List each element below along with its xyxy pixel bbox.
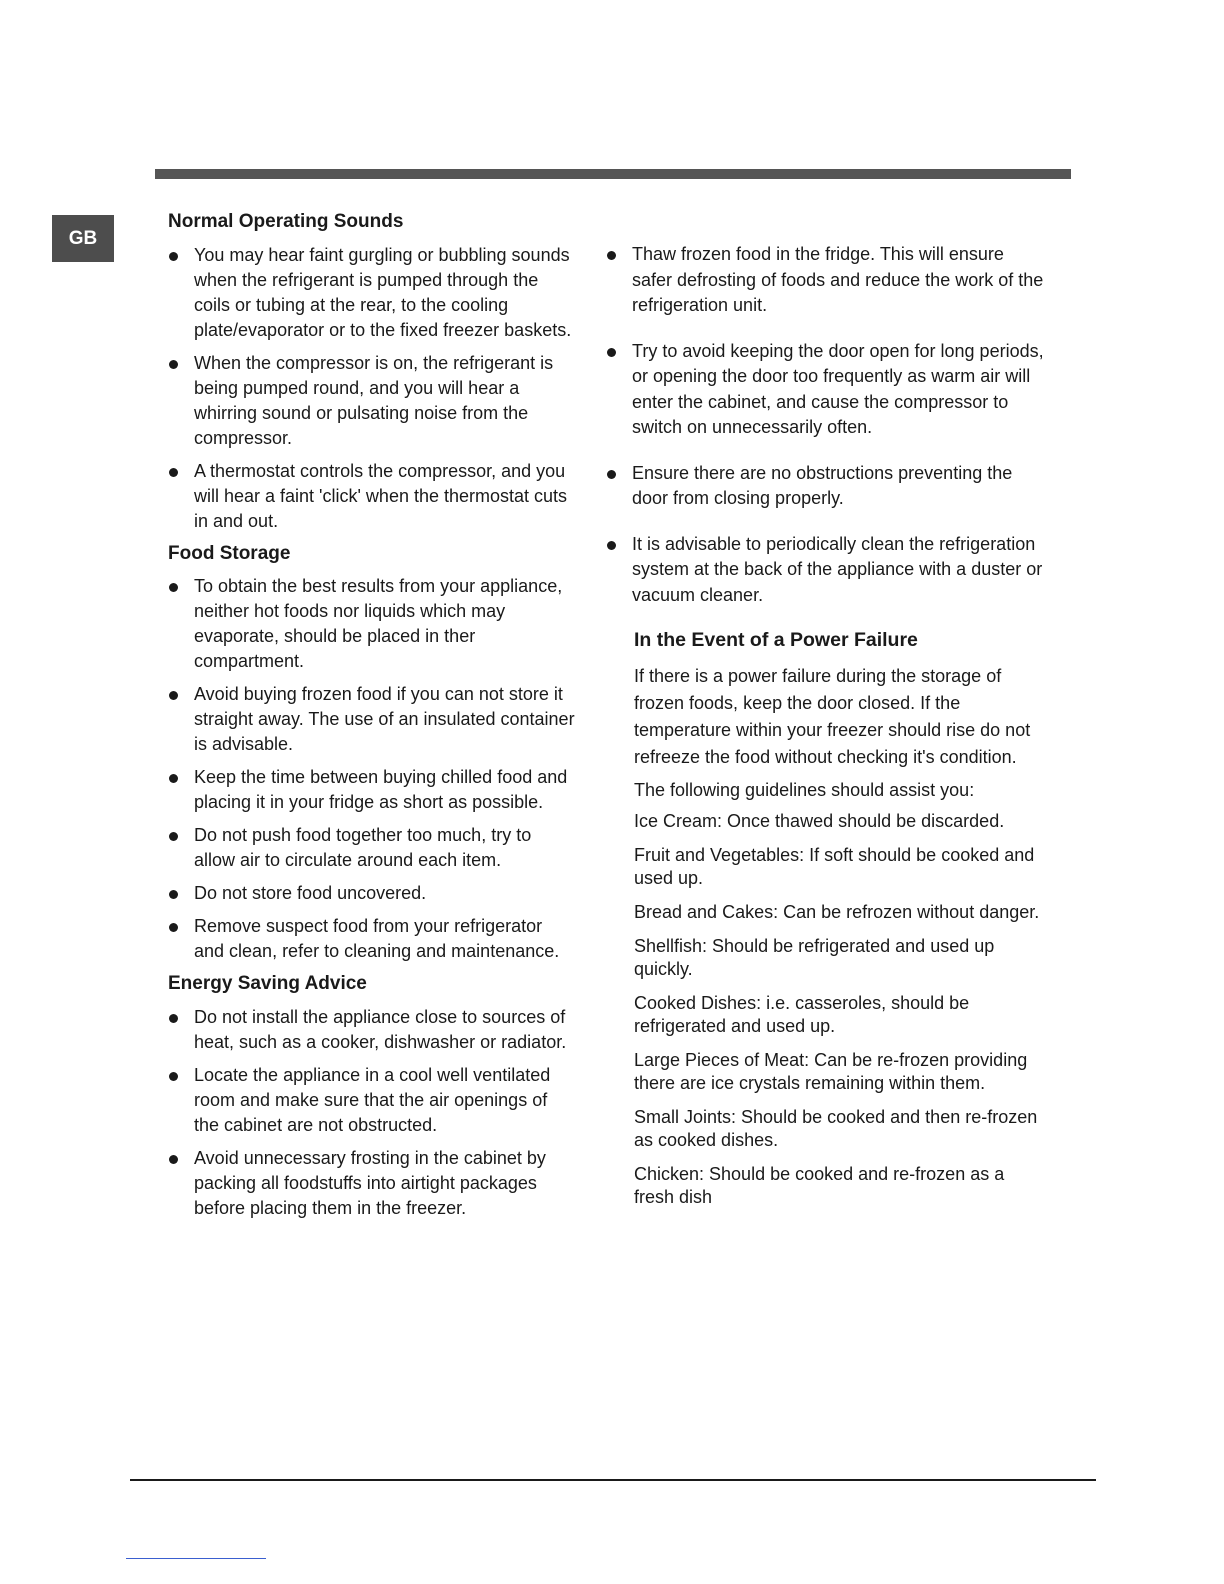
list-item: Avoid unnecessary frosting in the cabinet by packing all foodstuffs into airtight packages before placing them in the freezer. <box>166 1146 576 1221</box>
power-failure-lead: The following guidelines should assist you: <box>634 780 975 801</box>
section-title-normal-sounds: Normal Operating Sounds <box>168 211 404 232</box>
guideline-item: Fruit and Vegetables: If soft should be cooked and used up. <box>634 845 1035 889</box>
left-column <box>166 210 576 1229</box>
guideline-item: Large Pieces of Meat: Can be re-frozen providing there are ice crystals remaining within them. <box>634 1050 1028 1094</box>
guideline-item: Cooked Dishes: i.e. casseroles, should be refrigerated and used up. <box>634 993 970 1037</box>
right-column <box>604 242 1044 1220</box>
list-item: A thermostat controls the compressor, and you will hear a faint 'click' when the thermostat cuts in and out. <box>166 459 576 534</box>
language-tab: GB <box>52 215 114 262</box>
header-rule <box>155 169 1071 179</box>
normal-sounds-list <box>166 243 576 534</box>
list-item: Do not store food uncovered. <box>166 881 576 906</box>
right-bullet-list <box>604 242 1044 608</box>
list-item: It is advisable to periodically clean the refrigeration system at the back of the appliance with a duster or vacuum cleaner. <box>604 532 1044 609</box>
section-title-power-failure: In the Event of a Power Failure <box>634 629 918 651</box>
section-title-food-storage: Food Storage <box>168 542 291 564</box>
guidelines-list <box>604 810 1044 1209</box>
guideline-item: Shellfish: Should be refrigerated and used up quickly. <box>634 936 995 980</box>
footer-rule <box>130 1479 1096 1481</box>
footer-link-underline <box>126 1558 266 1559</box>
energy-saving-list <box>166 1005 576 1221</box>
list-item: Do not push food together too much, try to allow air to circulate around each item. <box>166 823 576 873</box>
list-item: Try to avoid keeping the door open for long periods, or opening the door too frequently as warm air will enter the cabinet, and cause the compressor to switch on unnecessarily often. <box>604 339 1044 441</box>
list-item: You may hear faint gurgling or bubbling sounds when the refrigerant is pumped through the coils or tubing at the rear, to the cooling plate/evaporator or to the fixed freezer baskets. <box>166 243 576 343</box>
list-item: Avoid buying frozen food if you can not store it straight away. The use of an insulated container is advisable. <box>166 682 576 757</box>
list-item: Locate the appliance in a cool well ventilated room and make sure that the air openings of the cabinet are not obstructed. <box>166 1063 576 1138</box>
list-item: Keep the time between buying chilled food and placing it in your fridge as short as possible. <box>166 765 576 815</box>
guideline-item: Chicken: Should be cooked and re-frozen as a fresh dish <box>634 1164 1005 1208</box>
list-item: Do not install the appliance close to sources of heat, such as a cooker, dishwasher or radiator. <box>166 1005 576 1055</box>
list-item: When the compressor is on, the refrigerant is being pumped round, and you will hear a whirring sound or pulsating noise from the compressor. <box>166 351 576 451</box>
list-item: Remove suspect food from your refrigerator and clean, refer to cleaning and maintenance. <box>166 914 576 964</box>
guideline-item: Ice Cream: Once thawed should be discarded. <box>634 811 1005 832</box>
list-item: To obtain the best results from your appliance, neither hot foods nor liquids which may evaporate, should be placed in ther compartment. <box>166 574 576 674</box>
food-storage-list <box>166 574 576 964</box>
list-item: Ensure there are no obstructions preventing the door from closing properly. <box>604 461 1044 512</box>
power-failure-intro: If there is a power failure during the storage of frozen foods, keep the door closed. If the temperature within your freezer should rise do not refreeze the food without checking it's condition. <box>634 666 1031 768</box>
section-title-energy-saving: Energy Saving Advice <box>168 973 367 995</box>
guideline-item: Bread and Cakes: Can be refrozen without danger. <box>634 902 1040 923</box>
list-item: Thaw frozen food in the fridge. This will ensure safer defrosting of foods and reduce the work of the refrigeration unit. <box>604 242 1044 319</box>
guideline-item: Small Joints: Should be cooked and then re-frozen as cooked dishes. <box>634 1107 1038 1151</box>
